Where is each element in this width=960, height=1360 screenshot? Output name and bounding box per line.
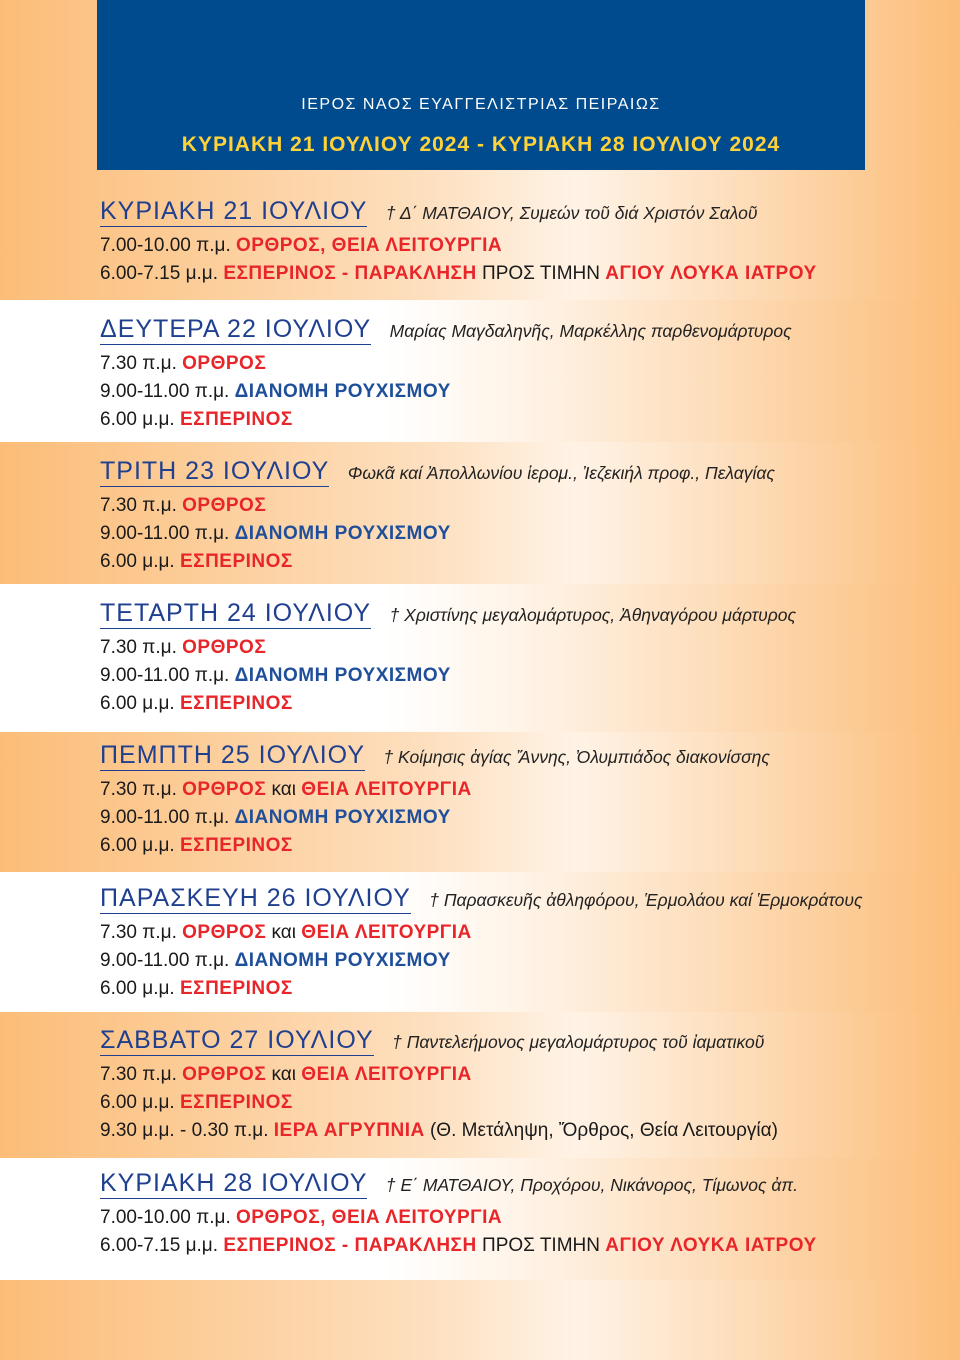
schedule-line	[100, 1089, 880, 1117]
day-name: ΚΥΡΙΑΚΗ 21 ΙΟΥΛΙΟΥ	[100, 197, 368, 225]
schedule-line	[100, 947, 880, 975]
schedule-line	[100, 260, 880, 288]
service-name: ΑΓΙΟΥ ΛΟΥΚΑ ΙΑΤΡΟΥ	[605, 1235, 817, 1256]
day-title-row	[100, 881, 880, 915]
schedule-line	[100, 232, 880, 260]
service-time: 7.30 π.μ.	[100, 495, 177, 516]
service-time: 7.30 π.μ.	[100, 922, 177, 943]
schedule-line	[100, 1061, 880, 1089]
service-name: ΔΙΑΝΟΜΗ ΡΟΥΧΙΣΜΟΥ	[234, 807, 451, 828]
schedule-line	[100, 378, 880, 406]
service-name: ΟΡΘΡΟΣ	[182, 922, 267, 943]
service-name: ΘΕΙΑ ΛΕΙΤΟΥΡΓΙΑ	[301, 779, 472, 800]
day-block	[100, 1166, 880, 1260]
day-title-row	[100, 1023, 880, 1057]
service-connector: ΠΡΟΣ ΤΙΜΗΝ	[481, 1235, 600, 1256]
day-title-row	[100, 596, 880, 630]
service-name: ΟΡΘΡΟΣ	[182, 495, 267, 516]
day-block	[100, 596, 880, 718]
day-block	[100, 881, 880, 1003]
service-time: 7.00-10.00 π.μ.	[100, 235, 231, 256]
day-name: ΠΑΡΑΣΚΕΥΗ 26 ΙΟΥΛΙΟΥ	[100, 884, 411, 912]
service-name: ΕΣΠΕΡΙΝΟΣ	[180, 551, 293, 572]
service-time: 7.30 π.μ.	[100, 779, 177, 800]
day-block	[100, 738, 880, 860]
service-name: ΔΙΑΝΟΜΗ ΡΟΥΧΙΣΜΟΥ	[234, 381, 451, 402]
service-name: ΟΡΘΡΟΣ	[182, 637, 267, 658]
service-name: ΟΡΘΡΟΣ, ΘΕΙΑ ΛΕΙΤΟΥΡΓΙΑ	[236, 1207, 503, 1228]
schedule-line	[100, 804, 880, 832]
church-name: ΙΕΡΟΣ ΝΑΟΣ ΕΥΑΓΓΕΛΙΣΤΡΙΑΣ ΠΕΙΡΑΙΩΣ	[301, 96, 661, 113]
service-name: ΔΙΑΝΟΜΗ ΡΟΥΧΙΣΜΟΥ	[234, 523, 451, 544]
service-name: ΕΣΠΕΡΙΝΟΣ - ΠΑΡΑΚΛΗΣΗ	[223, 1235, 477, 1256]
service-connector: και	[271, 922, 297, 943]
schedule-line	[100, 492, 880, 520]
band-8	[0, 1280, 960, 1360]
day-title-row	[100, 738, 880, 772]
service-name: ΑΓΙΟΥ ΛΟΥΚΑ ΙΑΤΡΟΥ	[605, 263, 817, 284]
service-time: 6.00 μ.μ.	[100, 551, 175, 572]
service-name: ΔΙΑΝΟΜΗ ΡΟΥΧΙΣΜΟΥ	[234, 950, 451, 971]
service-name: ΕΣΠΕΡΙΝΟΣ - ΠΑΡΑΚΛΗΣΗ	[223, 263, 477, 284]
service-name: ΕΣΠΕΡΙΝΟΣ	[180, 693, 293, 714]
service-time: 9.00-11.00 π.μ.	[100, 665, 230, 686]
feast-text: † Παρασκευῆς ἀθληφόρου, Ἑρμολάου καί Ἑρμοκράτους	[429, 890, 863, 910]
service-time: 7.30 π.μ.	[100, 1064, 177, 1085]
day-name: ΔΕΥΤΕΡΑ 22 ΙΟΥΛΙΟΥ	[100, 315, 372, 343]
service-name: ΘΕΙΑ ΛΕΙΤΟΥΡΓΙΑ	[301, 922, 472, 943]
schedule-line	[100, 634, 880, 662]
service-time: 6.00 μ.μ.	[100, 978, 175, 999]
schedule-line	[100, 690, 880, 718]
day-name: ΤΕΤΑΡΤΗ 24 ΙΟΥΛΙΟΥ	[100, 599, 372, 627]
service-time: 9.00-11.00 π.μ.	[100, 950, 230, 971]
day-block	[100, 194, 880, 288]
day-block	[100, 312, 880, 434]
schedule-line	[100, 1232, 880, 1260]
day-name: ΠΕΜΠΤΗ 25 ΙΟΥΛΙΟΥ	[100, 741, 365, 769]
service-name: ΕΣΠΕΡΙΝΟΣ	[180, 409, 293, 430]
schedule-line	[100, 662, 880, 690]
service-time: 7.00-10.00 π.μ.	[100, 1207, 231, 1228]
service-connector: ΠΡΟΣ ΤΙΜΗΝ	[481, 263, 600, 284]
service-name: ΕΣΠΕΡΙΝΟΣ	[180, 1092, 293, 1113]
service-note: (Θ. Μετάληψη, Ὄρθρος, Θεία Λειτουργία)	[429, 1120, 778, 1141]
feast-text: † Παντελεήμονος μεγαλομάρτυρος τοῦ ἰαματικοῦ	[392, 1032, 765, 1052]
service-name: ΘΕΙΑ ΛΕΙΤΟΥΡΓΙΑ	[301, 1064, 472, 1085]
service-name: ΟΡΘΡΟΣ	[182, 779, 267, 800]
feast-text: † Κοίμησις ἁγίας Ἄννης, Ὀλυμπιάδος διακονίσσης	[383, 747, 770, 767]
service-name: ΕΣΠΕΡΙΝΟΣ	[180, 835, 293, 856]
service-name: ΟΡΘΡΟΣ, ΘΕΙΑ ΛΕΙΤΟΥΡΓΙΑ	[236, 235, 503, 256]
schedule-line	[100, 832, 880, 860]
day-title-row	[100, 194, 880, 228]
schedule-line	[100, 919, 880, 947]
service-time: 6.00 μ.μ.	[100, 693, 175, 714]
service-time: 6.00-7.15 μ.μ.	[100, 1235, 219, 1256]
service-name: ΟΡΘΡΟΣ	[182, 353, 267, 374]
schedule-line	[100, 520, 880, 548]
day-title-row	[100, 454, 880, 488]
header-banner	[97, 0, 865, 170]
feast-text: † Χριστίνης μεγαλομάρτυρος, Ἀθηναγόρου μάρτυρος	[389, 605, 797, 625]
service-time: 7.30 π.μ.	[100, 353, 177, 374]
day-name: ΚΥΡΙΑΚΗ 28 ΙΟΥΛΙΟΥ	[100, 1169, 368, 1197]
day-block	[100, 454, 880, 576]
schedule-line	[100, 1204, 880, 1232]
service-connector: και	[271, 779, 297, 800]
service-time: 6.00 μ.μ.	[100, 1092, 175, 1113]
schedule-line	[100, 776, 880, 804]
service-name: ΕΣΠΕΡΙΝΟΣ	[180, 978, 293, 999]
service-name: ΔΙΑΝΟΜΗ ΡΟΥΧΙΣΜΟΥ	[234, 665, 451, 686]
feast-text: Μαρίας Μαγδαληνῆς, Μαρκέλλης παρθενομάρτυρος	[389, 321, 792, 341]
feast-text: † Ε΄ ΜΑΤΘΑΙΟΥ, Προχόρου, Νικάνορος, Τίμωνος ἀπ.	[385, 1175, 798, 1195]
service-time: 9.30 μ.μ. - 0.30 π.μ.	[100, 1120, 269, 1141]
date-range: ΚΥΡΙΑΚΗ 21 ΙΟΥΛΙΟΥ 2024 - ΚΥΡΙΑΚΗ 28 ΙΟΥΛΙΟΥ 2024	[181, 133, 781, 156]
service-time: 9.00-11.00 π.μ.	[100, 523, 230, 544]
schedule-line	[100, 1117, 880, 1145]
service-time: 7.30 π.μ.	[100, 637, 177, 658]
service-time: 9.00-11.00 π.μ.	[100, 381, 230, 402]
schedule-line	[100, 548, 880, 576]
service-name: ΟΡΘΡΟΣ	[182, 1064, 267, 1085]
schedule-line	[100, 406, 880, 434]
schedule-line	[100, 350, 880, 378]
day-title-row	[100, 312, 880, 346]
service-time: 6.00 μ.μ.	[100, 409, 175, 430]
service-time: 6.00-7.15 μ.μ.	[100, 263, 219, 284]
service-time: 6.00 μ.μ.	[100, 835, 175, 856]
day-name: ΤΡΙΤΗ 23 ΙΟΥΛΙΟΥ	[100, 457, 330, 485]
service-name: ΙΕΡΑ ΑΓΡΥΠΝΙΑ	[273, 1120, 425, 1141]
schedule-line	[100, 975, 880, 1003]
feast-text: Φωκᾶ καί Ἀπολλωνίου ἱερομ., Ἰεζεκιήλ προφ., Πελαγίας	[347, 463, 775, 483]
service-connector: και	[271, 1064, 297, 1085]
feast-text: † Δ΄ ΜΑΤΘΑΙΟΥ, Συμεών τοῦ διά Χριστόν Σαλοῦ	[385, 203, 758, 223]
day-name: ΣΑΒΒΑΤΟ 27 ΙΟΥΛΙΟΥ	[100, 1026, 374, 1054]
day-title-row	[100, 1166, 880, 1200]
day-block	[100, 1023, 880, 1145]
service-time: 9.00-11.00 π.μ.	[100, 807, 230, 828]
